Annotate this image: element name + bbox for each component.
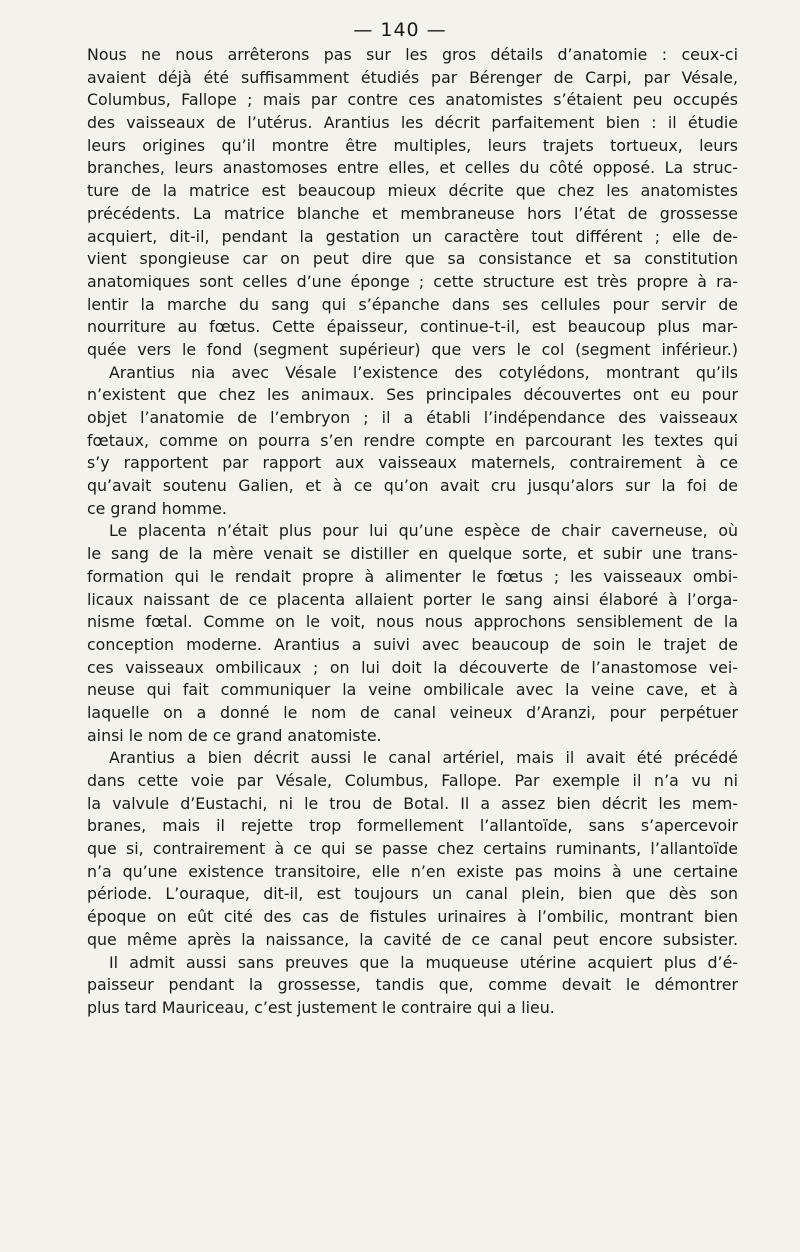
text-line: qu’avait soutenu Galien, et à ce qu’on avait cru jusqu’alors sur la foi de bbox=[87, 476, 738, 496]
text-line: nourriture au fœtus. Cette épaisseur, continue-t-il, est beaucoup plus mar- bbox=[87, 317, 738, 337]
text-line: Il admit aussi sans preuves que la muqueuse utérine acquiert plus d’é- bbox=[109, 952, 738, 972]
text-line: acquiert, dit-il, pendant la gestation un caractère tout différent ; elle de- bbox=[87, 226, 738, 246]
text-line: laquelle on a donné le nom de canal veineux d’Aranzi, pour perpétuer bbox=[87, 702, 738, 722]
text-line: que même après la naissance, la cavité de ce canal peut encore subsister. bbox=[87, 929, 738, 949]
text-line: précédents. La matrice blanche et membraneuse hors l’état de grossesse bbox=[87, 203, 738, 223]
text-line: branches, leurs anastomoses entre elles, et celles du côté opposé. La struc- bbox=[87, 158, 738, 178]
text-line: paisseur pendant la grossesse, tandis que, comme devait le démontrer bbox=[87, 975, 738, 995]
text-line: formation qui le rendait propre à alimenter le fœtus ; les vaisseaux ombi- bbox=[87, 566, 738, 586]
text-line: s’y rapportent par rapport aux vaisseaux maternels, contrairement à ce bbox=[87, 453, 738, 473]
text-line: n’a qu’une existence transitoire, elle n’en existe pas moins à une certaine bbox=[87, 861, 738, 881]
text-line: Le placenta n’était plus pour lui qu’une espèce de chair caverneuse, où bbox=[109, 521, 738, 541]
text-line: ces vaisseaux ombilicaux ; on lui doit la découverte de l’anastomose vei- bbox=[87, 657, 738, 677]
text-line: des vaisseaux de l’utérus. Arantius les décrit parfaitement bien : il étudie bbox=[87, 113, 738, 133]
text-line: époque on eût cité des cas de fistules urinaires à l’ombilic, montrant bien bbox=[87, 907, 738, 927]
text-line: dans cette voie par Vésale, Columbus, Fallope. Par exemple il n’a vu ni bbox=[87, 771, 738, 790]
text-line: le sang de la mère venait se distiller en quelque sorte, et subir une trans- bbox=[87, 544, 738, 564]
text-line: ainsi le nom de ce grand anatomiste. bbox=[87, 725, 382, 745]
text-line: fœtaux, comme on pourra s’en rendre compte en parcourant les textes qui bbox=[87, 430, 738, 450]
text-line: n’existent que chez les animaux. Ses principales découvertes ont eu pour bbox=[87, 385, 738, 405]
text-line: lentir la marche du sang qui s’épanche dans ses cellules pour servir de bbox=[87, 294, 738, 314]
text-line: nisme fœtal. Comme on le voit, nous nous approchons sensiblement de la bbox=[87, 612, 738, 632]
text-line: que si, contrairement à ce qui se passe chez certains ruminants, l’allantoïde bbox=[87, 839, 738, 859]
text-line: quée vers le fond (segment supérieur) que vers le col (segment inférieur.) bbox=[87, 339, 738, 359]
text-line: leurs origines qu’il montre être multiples, leurs trajets tortueux, leurs bbox=[87, 135, 738, 155]
text-line: conception moderne. Arantius a suivi avec beaucoup de soin le trajet de bbox=[87, 634, 738, 654]
text-line: branes, mais il rejette trop formellement l’allantoïde, sans s’apercevoir bbox=[87, 816, 738, 836]
body-text bbox=[87, 44, 738, 1020]
text-line: plus tard Mauriceau, c’est justement le contraire qui a lieu. bbox=[87, 997, 555, 1017]
text-line: la valvule d’Eustachi, ni le trou de Botal. Il a assez bien décrit les mem- bbox=[87, 793, 738, 813]
text-line: période. L’ouraque, dit-il, est toujours un canal plein, bien que dès son bbox=[87, 884, 738, 904]
text-line: Arantius a bien décrit aussi le canal artériel, mais il avait été précédé bbox=[109, 748, 738, 768]
text-line: ce grand homme. bbox=[87, 498, 227, 518]
text-line: ture de la matrice est beaucoup mieux décrite que chez les anatomistes bbox=[87, 181, 738, 201]
text-line: vient spongieuse car on peut dire que sa consistance et sa constitution bbox=[87, 249, 738, 269]
page-number: — 140 — bbox=[353, 19, 447, 41]
text-line: Columbus, Fallope ; mais par contre ces anatomistes s’étaient peu occupés bbox=[87, 90, 738, 110]
text-line: anatomiques sont celles d’une éponge ; cette structure est très propre à ra- bbox=[87, 271, 738, 291]
text-line: objet l’anatomie de l’embryon ; il a établi l’indépendance des vaisseaux bbox=[87, 408, 738, 427]
text-line: avaient déjà été suffisamment étudiés par Bérenger de Carpi, par Vésale, bbox=[87, 67, 738, 87]
text-line: licaux naissant de ce placenta allaient porter le sang ainsi élaboré à l’orga- bbox=[87, 589, 738, 609]
text-line: Arantius nia avec Vésale l’existence des cotylédons, montrant qu’ils bbox=[109, 362, 738, 382]
text-line: Nous ne nous arrêterons pas sur les gros détails d’anatomie : ceux-ci bbox=[87, 45, 738, 64]
text-line: neuse qui fait communiquer la veine ombilicale avec la veine cave, et à bbox=[87, 680, 738, 700]
